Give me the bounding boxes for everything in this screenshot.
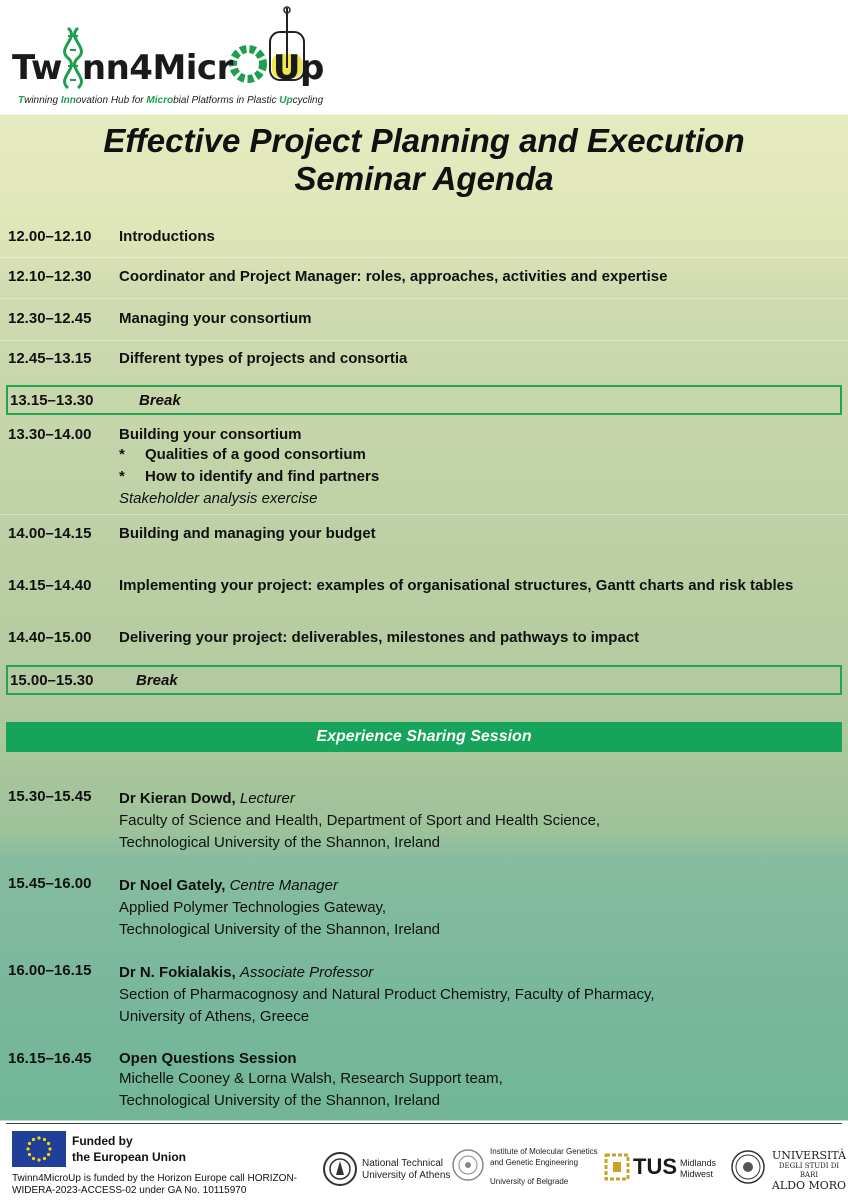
page-title bbox=[0, 122, 848, 198]
eu-star-icon bbox=[47, 1153, 50, 1156]
speaker-affiliation: Michelle Cooney & Lorna Walsh, Research Support team, bbox=[119, 1070, 503, 1087]
tagline-part: Micro bbox=[146, 95, 174, 106]
ntua-seal-icon bbox=[322, 1151, 358, 1187]
speaker-role: Centre Manager bbox=[229, 877, 338, 894]
break-label: Break bbox=[139, 392, 181, 409]
eu-flag-icon bbox=[12, 1131, 66, 1167]
speaker-affiliation: Technological University of the Shannon, Ireland bbox=[119, 921, 441, 938]
speaker-name: Dr Kieran Dowd, bbox=[119, 790, 236, 807]
eu-star-icon bbox=[26, 1147, 29, 1150]
eu-funding-label: Funded by the European Union bbox=[72, 1134, 186, 1164]
tus-logo-icon bbox=[604, 1153, 630, 1181]
speaker-time: 15.30–15.45 bbox=[8, 788, 92, 805]
eu-star-icon bbox=[32, 1138, 35, 1141]
project-logo bbox=[8, 2, 338, 110]
agenda-time: 14.40–15.00 bbox=[8, 629, 92, 646]
speaker-affiliation: Applied Polymer Technologies Gateway, bbox=[119, 899, 387, 916]
agenda-time: 13.30–14.00 bbox=[8, 426, 92, 443]
agenda-label: Delivering your project: deliverables, milestones and pathways to impact bbox=[119, 629, 640, 646]
footer bbox=[0, 1121, 848, 1200]
speaker-affiliation: Technological University of the Shannon, Ireland bbox=[119, 834, 441, 851]
ntua-name: National Technical University of Athens bbox=[362, 1158, 451, 1181]
speaker-name: Dr Noel Gately, bbox=[119, 877, 226, 894]
funding-note: Twinn4MicroUp is funded by the Horizon Europe call HORIZON-WIDERA-2023-ACCESS-02 under GA No. 10115970 bbox=[12, 1173, 297, 1196]
tagline-part: ovation Hub for bbox=[75, 95, 147, 106]
agenda-time: 12.10–12.30 bbox=[8, 268, 92, 285]
speaker-time: 15.45–16.00 bbox=[8, 875, 92, 892]
eu-star-icon bbox=[43, 1138, 46, 1141]
speaker-role: Associate Professor bbox=[239, 964, 374, 981]
session-title-bar: Experience Sharing Session bbox=[6, 722, 842, 752]
speaker-role: Lecturer bbox=[239, 790, 295, 807]
tus-name: Midlands Midwest bbox=[680, 1158, 717, 1179]
speaker-affiliation: Section of Pharmacognosy and Natural Product Chemistry, Faculty of Pharmacy, bbox=[119, 986, 655, 1003]
footer-divider bbox=[6, 1123, 842, 1124]
bari-seal-icon bbox=[730, 1149, 766, 1185]
tagline-part: Up bbox=[279, 95, 293, 106]
eu-star-icon bbox=[37, 1136, 40, 1139]
bari-name: UNIVERSITÀ DEGLI STUDI DI BARI ALDO MORO bbox=[771, 1149, 847, 1192]
agenda-label: Different types of projects and consortia bbox=[119, 350, 408, 367]
divider bbox=[0, 257, 848, 258]
divider bbox=[0, 298, 848, 299]
tagline-part: T bbox=[18, 95, 25, 106]
tagline-part: Inn bbox=[60, 95, 76, 106]
speaker-name: Open Questions Session bbox=[119, 1050, 297, 1067]
logo-wordmark: Tw nn4Micr Up bbox=[12, 48, 324, 88]
break-label: Break bbox=[136, 672, 178, 689]
eu-star-icon bbox=[28, 1153, 31, 1156]
speaker-name: Dr N. Fokialakis, bbox=[119, 964, 236, 981]
bullet-item: * Qualities of a good consortium bbox=[119, 446, 366, 463]
imgge-name: Institute of Molecular Genetics and Genetic Engineering University of Belgrade bbox=[490, 1147, 598, 1186]
divider bbox=[0, 514, 848, 515]
break-time: 15.00–15.30 bbox=[10, 672, 94, 689]
eu-star-icon bbox=[32, 1157, 35, 1160]
agenda-label: Building your consortium bbox=[119, 426, 302, 443]
tus-mark: TUS bbox=[633, 1154, 677, 1179]
speaker-time: 16.15–16.45 bbox=[8, 1050, 92, 1067]
agenda-label: Implementing your project: examples of organisational structures, Gantt charts and risk tables bbox=[119, 577, 794, 594]
agenda-label: Introductions bbox=[119, 228, 215, 245]
eu-star-icon bbox=[28, 1142, 31, 1145]
speaker-affiliation: Technological University of the Shannon, Ireland bbox=[119, 1092, 441, 1109]
tagline-part: bial Platforms in Plastic bbox=[173, 95, 280, 106]
agenda-time: 12.30–12.45 bbox=[8, 310, 92, 327]
logo-tagline bbox=[18, 95, 323, 106]
bullet-item: * How to identify and find partners bbox=[119, 468, 380, 485]
break-time: 13.15–13.30 bbox=[10, 392, 94, 409]
header bbox=[0, 0, 848, 114]
break-row bbox=[6, 385, 842, 415]
agenda-time: 12.00–12.10 bbox=[8, 228, 92, 245]
title-line-2: Seminar Agenda bbox=[294, 160, 554, 197]
speaker-affiliation: University of Athens, Greece bbox=[119, 1008, 310, 1025]
title-line-1: Effective Project Planning and Execution bbox=[103, 122, 745, 159]
agenda-label: Building and managing your budget bbox=[119, 525, 376, 542]
imgge-logo-icon bbox=[450, 1147, 486, 1183]
divider bbox=[0, 340, 848, 341]
agenda-label: Managing your consortium bbox=[119, 310, 312, 327]
speaker-affiliation: Faculty of Science and Health, Department of Sport and Health Science, bbox=[119, 812, 601, 829]
eu-star-icon bbox=[43, 1157, 46, 1160]
agenda-time: 14.00–14.15 bbox=[8, 525, 92, 542]
agenda-label: Coordinator and Project Manager: roles, approaches, activities and expertise bbox=[119, 268, 668, 285]
tagline-part: cycling bbox=[292, 95, 324, 106]
break-row bbox=[6, 665, 842, 695]
agenda-note: Stakeholder analysis exercise bbox=[119, 490, 318, 507]
agenda-time: 12.45–13.15 bbox=[8, 350, 92, 367]
eu-star-icon bbox=[37, 1158, 40, 1161]
eu-star-icon bbox=[48, 1147, 51, 1150]
agenda-time: 14.15–14.40 bbox=[8, 577, 92, 594]
speaker-time: 16.00–16.15 bbox=[8, 962, 92, 979]
eu-star-icon bbox=[47, 1142, 50, 1145]
tagline-part: winning bbox=[24, 95, 61, 106]
